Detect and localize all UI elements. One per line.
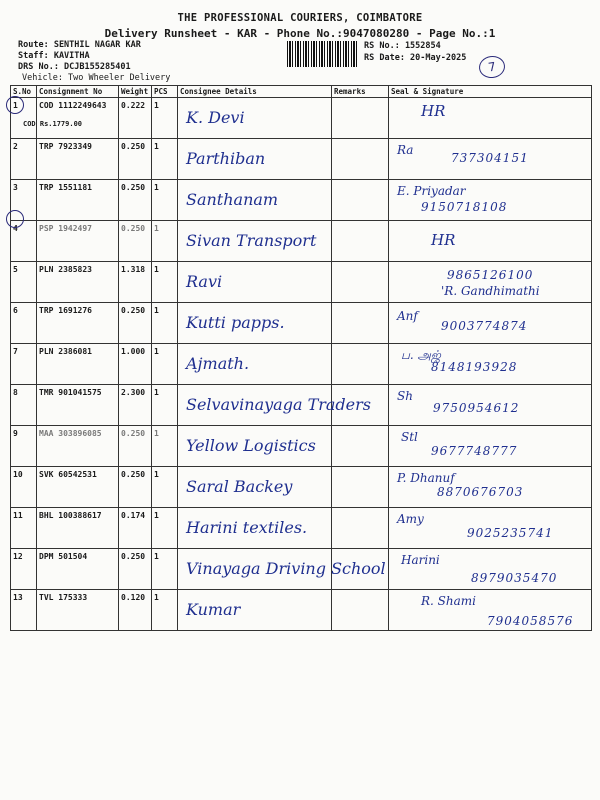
row-weight: 1.000: [119, 344, 152, 385]
row-consignee: [178, 385, 371, 426]
consignee-handwriting: Yellow Logistics: [186, 436, 316, 455]
row-weight: 2.300: [119, 385, 152, 426]
row-pcs: 1: [152, 467, 178, 508]
row-pcs: 1: [152, 385, 178, 426]
consignee-handwriting: Ravi: [186, 272, 223, 291]
row-consignee: [178, 549, 386, 590]
row-signature: [389, 508, 592, 549]
row-signature: [389, 590, 592, 631]
row-pcs: 1: [152, 139, 178, 180]
cod-amount: COD Rs.1779.00: [23, 120, 83, 128]
row-signature: [389, 303, 592, 344]
row-sno: 4: [11, 221, 37, 262]
row-remarks: [332, 344, 389, 385]
signature-handwriting: Ra: [397, 143, 414, 157]
col-weight: Weight: [119, 86, 152, 98]
signature-handwriting: P. Dhanuf: [397, 471, 455, 485]
row-consignee: [178, 344, 332, 385]
row-consignment: PLN 2385823: [37, 262, 119, 303]
row-remarks: [332, 590, 389, 631]
row-consignee: [178, 426, 332, 467]
row-consignee: [178, 139, 332, 180]
row-consignment: TVL 175333: [37, 590, 119, 631]
consignee-handwriting: K. Devi: [186, 108, 245, 127]
row-consignment: SVK 60542531: [37, 467, 119, 508]
row-consignment: MAA 303896085: [37, 426, 119, 467]
row-sno: 1: [11, 98, 37, 139]
table-row: [11, 385, 592, 426]
signature-handwriting: HR: [421, 102, 446, 120]
row-mark-circle: [6, 96, 24, 114]
row-pcs: 1: [152, 303, 178, 344]
phone-handwriting: 9003774874: [441, 319, 528, 333]
row-pcs: 1: [152, 549, 178, 590]
row-consignment: DPM 501504: [37, 549, 119, 590]
route-label: Route: SENTHIL NAGAR KAR: [18, 40, 141, 50]
table-row: [11, 426, 592, 467]
phone-handwriting: 8870676703: [437, 485, 524, 499]
row-sno: 9: [11, 426, 37, 467]
row-weight: 0.120: [119, 590, 152, 631]
row-remarks: [332, 467, 389, 508]
signature-handwriting: Anf: [397, 309, 418, 323]
row-signature: [389, 344, 592, 385]
consignee-handwriting: Parthiban: [186, 149, 266, 168]
row-consignment: TRP 1691276: [37, 303, 119, 344]
row-signature: [389, 549, 592, 590]
barcode: [287, 41, 357, 67]
table-row: [11, 98, 592, 139]
row-remarks: [332, 303, 389, 344]
row-weight: 0.250: [119, 426, 152, 467]
table-row: [11, 590, 592, 631]
row-weight: 1.318: [119, 262, 152, 303]
table-row: [11, 180, 592, 221]
rs-number: RS No.: 1552854: [364, 41, 441, 51]
row-signature: [389, 467, 592, 508]
table-row: [11, 467, 592, 508]
consignee-handwriting: Ajmath.: [186, 354, 250, 373]
signature-handwriting: Stl: [401, 430, 418, 444]
row-consignment: TMR 901041575: [37, 385, 119, 426]
row-signature: [389, 262, 592, 303]
consignee-handwriting: Kumar: [186, 600, 241, 619]
row-weight: 0.222: [119, 98, 152, 139]
table-row: [11, 303, 592, 344]
signature-handwriting: Sh: [397, 389, 413, 403]
consignee-handwriting: Selvavinayaga Traders: [186, 395, 371, 414]
row-remarks: [332, 180, 389, 221]
signature-handwriting: E. Priyadar: [397, 184, 466, 198]
page-mark: 7: [478, 54, 507, 79]
row-remarks: [332, 98, 389, 139]
row-signature: [389, 98, 592, 139]
row-pcs: 1: [152, 508, 178, 549]
row-consignment: COD 1112249643 COD Rs.1779.00: [37, 98, 119, 139]
table-header-row: [11, 86, 592, 98]
row-sno: 2: [11, 139, 37, 180]
row-consignee: [178, 508, 332, 549]
col-sno: S.No: [11, 86, 37, 98]
phone-handwriting: 8148193928: [431, 360, 518, 374]
table-row: [11, 139, 592, 180]
row-remarks: [332, 262, 389, 303]
row-consignee: [178, 221, 332, 262]
consignee-handwriting: Santhanam: [186, 190, 279, 209]
runsheet-title: Delivery Runsheet - KAR - Phone No.:9047080280 - Page No.:1: [104, 27, 496, 40]
consignee-handwriting: Sivan Transport: [186, 231, 317, 250]
row-consignment: TRP 1551181: [37, 180, 119, 221]
row-pcs: 1: [152, 98, 178, 139]
signature-handwriting: HR: [431, 231, 456, 249]
row-sno: 13: [11, 590, 37, 631]
row-weight: 0.250: [119, 303, 152, 344]
row-pcs: 1: [152, 180, 178, 221]
table-row: [11, 344, 592, 385]
col-signature: Seal & Signature: [389, 86, 592, 98]
drs-label: DRS No.: DCJB155285401: [18, 62, 131, 72]
staff-label: Staff: KAVITHA: [18, 51, 90, 61]
col-pcs: PCS: [152, 86, 178, 98]
row-consignee: [178, 590, 332, 631]
table-row: [11, 262, 592, 303]
row-sno: 11: [11, 508, 37, 549]
phone-handwriting: 7904058576: [487, 614, 574, 628]
table-row: [11, 508, 592, 549]
row-pcs: 1: [152, 262, 178, 303]
phone-handwriting: 9865126100: [447, 268, 534, 282]
table-row: [11, 221, 592, 262]
consignee-handwriting: Saral Backey: [186, 477, 293, 496]
row-consignment: PLN 2386081: [37, 344, 119, 385]
signature-handwriting: ப. அஜ்: [401, 348, 441, 362]
row-sno: 6: [11, 303, 37, 344]
phone-handwriting: 9750954612: [433, 401, 520, 415]
row-mark-circle: [6, 210, 24, 228]
signature-handwriting: 'R. Gandhimathi: [441, 284, 540, 298]
row-consignee: [178, 98, 332, 139]
row-remarks: [332, 426, 389, 467]
row-consignment: TRP 7923349: [37, 139, 119, 180]
row-pcs: 1: [152, 221, 178, 262]
row-signature: [389, 139, 592, 180]
row-consignee: [178, 303, 332, 344]
row-weight: 0.250: [119, 221, 152, 262]
row-pcs: 1: [152, 426, 178, 467]
phone-handwriting: 9677748777: [431, 444, 518, 458]
runsheet-table: [10, 85, 592, 631]
row-weight: 0.250: [119, 549, 152, 590]
col-remarks: Remarks: [332, 86, 389, 98]
row-signature: [389, 221, 592, 262]
col-consignee: Consignee Details: [178, 86, 332, 98]
row-pcs: 1: [152, 590, 178, 631]
row-signature: [389, 426, 592, 467]
company-name: THE PROFESSIONAL COURIERS, COIMBATORE: [177, 12, 423, 24]
row-sno: 5: [11, 262, 37, 303]
row-remarks: [332, 508, 389, 549]
row-consignment: PSP 1942497: [37, 221, 119, 262]
row-remarks: [332, 221, 389, 262]
row-weight: 0.250: [119, 139, 152, 180]
row-consignment: BHL 100388617: [37, 508, 119, 549]
phone-handwriting: 9150718108: [421, 200, 508, 214]
signature-handwriting: Amy: [397, 512, 424, 526]
vehicle-label: Vehicle: Two Wheeler Delivery: [22, 73, 171, 83]
row-consignee: [178, 180, 332, 221]
row-sno: 3: [11, 180, 37, 221]
col-consignment: Consignment No: [37, 86, 119, 98]
row-consignee: [178, 262, 332, 303]
consignee-handwriting: Vinayaga Driving School: [186, 559, 386, 578]
row-weight: 0.250: [119, 467, 152, 508]
row-signature: [389, 180, 592, 221]
signature-handwriting: Harini: [401, 553, 440, 567]
row-remarks: [332, 139, 389, 180]
row-consignee: [178, 467, 332, 508]
row-sno: 12: [11, 549, 37, 590]
row-sno: 10: [11, 467, 37, 508]
phone-handwriting: 737304151: [451, 151, 529, 165]
row-pcs: 1: [152, 344, 178, 385]
phone-handwriting: 9025235741: [467, 526, 554, 540]
row-weight: 0.250: [119, 180, 152, 221]
row-sno: 7: [11, 344, 37, 385]
consignee-handwriting: Kutti papps.: [186, 313, 285, 332]
phone-handwriting: 8979035470: [471, 571, 558, 585]
rs-date: RS Date: 20-May-2025: [364, 53, 467, 63]
signature-handwriting: R. Shami: [421, 594, 476, 608]
table-row: [11, 549, 592, 590]
row-weight: 0.174: [119, 508, 152, 549]
consignee-handwriting: Harini textiles.: [186, 518, 308, 537]
row-signature: [389, 385, 592, 426]
row-sno: 8: [11, 385, 37, 426]
